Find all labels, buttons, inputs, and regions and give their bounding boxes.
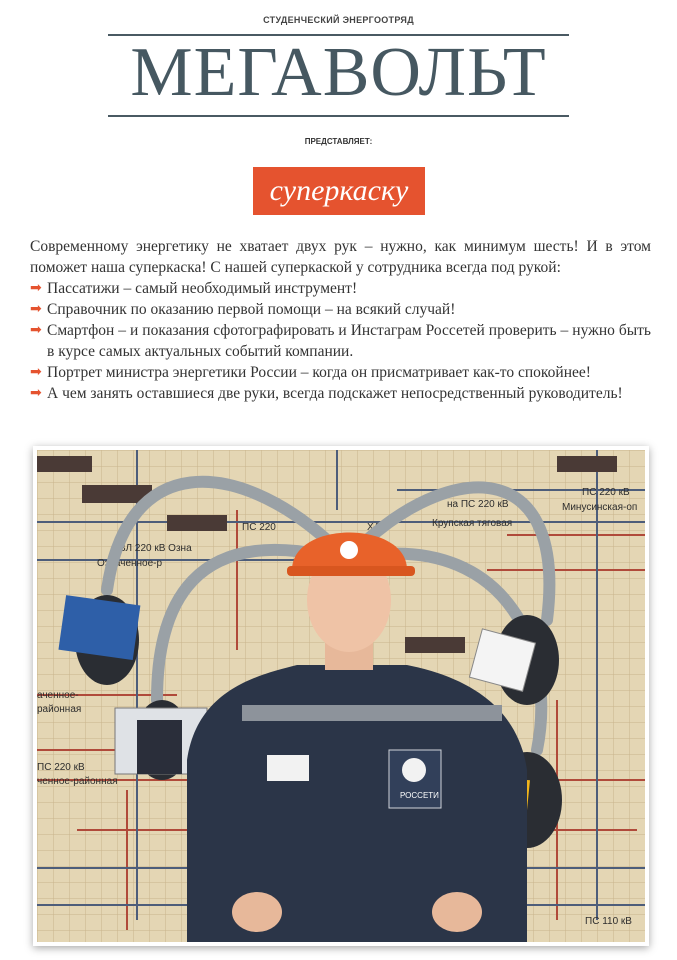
- chest-patch: [267, 755, 309, 781]
- display-panel: [167, 515, 227, 531]
- hard-hat-brim: [287, 566, 415, 576]
- hard-hat-badge: [340, 541, 358, 559]
- rosseti-label: РОССЕТИ: [400, 791, 439, 800]
- list-item-text: Смартфон – и показания сфотографировать и Инстаграм Россетей проверить – нужно быть в курсе самых актуальных событий компании.: [47, 322, 651, 360]
- arrow-right-icon: ➡: [30, 302, 42, 317]
- reflective-stripe: [242, 705, 502, 721]
- article-body: [30, 236, 651, 404]
- list-item: [30, 299, 651, 320]
- panel-label: Минусинская-оп: [562, 502, 638, 513]
- panel-label: ПС 220 кВ: [582, 487, 630, 498]
- first-aid-booklet: [58, 595, 140, 660]
- panel-label: ПС 220: [242, 522, 276, 533]
- panel-label: районная: [37, 704, 82, 715]
- display-panel: [405, 637, 465, 653]
- panel-label: аченное-: [37, 690, 79, 701]
- arrow-right-icon: ➡: [30, 365, 42, 380]
- panel-label: ПС 110 кВ: [585, 916, 632, 927]
- hand: [232, 892, 282, 932]
- presents-label: ПРЕДСТАВЛЯЕТ:: [304, 137, 373, 146]
- panel-label: ПС 220 кВ: [37, 762, 85, 773]
- product-tag: суперкаску: [253, 167, 425, 215]
- header-kicker: СТУДЕНЧЕСКИЙ ЭНЕРГООТРЯД: [263, 15, 414, 25]
- hand: [432, 892, 482, 932]
- list-item: [30, 278, 651, 299]
- worker-photo: [33, 446, 649, 946]
- list-item: [30, 362, 651, 383]
- panel-label: ВЛ 220 кВ Озна: [119, 543, 192, 554]
- panel-label: Крупская тяговая: [432, 518, 513, 529]
- photo-illustration: [37, 450, 645, 942]
- masthead-title: МЕГАВОЛЬТ: [130, 34, 547, 111]
- list-item: [30, 383, 651, 404]
- list-item-text: Портрет министра энергетики России – когда он присматривает как-то спокойнее!: [47, 364, 591, 381]
- display-panel: [37, 456, 92, 472]
- arrow-right-icon: ➡: [30, 323, 42, 338]
- display-panel: [557, 456, 617, 472]
- panel-label: Означенное-р: [97, 558, 163, 569]
- portrait-figure: [137, 720, 182, 774]
- panel-label: ХАЗ: [367, 522, 387, 533]
- intro-paragraph: Современному энергетику не хватает двух рук – нужно, как минимум шесть! И в этом поможет наша суперкаска! С нашей суперкаской у сотрудника всегда под рукой:: [30, 238, 651, 276]
- bottom-rule: [108, 115, 569, 117]
- arrow-right-icon: ➡: [30, 281, 42, 296]
- list-item: [30, 320, 651, 362]
- rosseti-logo-icon: [402, 758, 426, 782]
- panel-label: на ПС 220 кВ: [447, 499, 509, 510]
- arrow-right-icon: ➡: [30, 386, 42, 401]
- list-item-text: Пассатижи – самый необходимый инструмент!: [47, 280, 358, 297]
- panel-label: ченное-районная: [37, 776, 118, 787]
- list-item-text: Справочник по оказанию первой помощи – на всякий случай!: [47, 301, 456, 318]
- list-item-text: А чем занять оставшиеся две руки, всегда подскажет непосредственный руководитель!: [47, 385, 623, 402]
